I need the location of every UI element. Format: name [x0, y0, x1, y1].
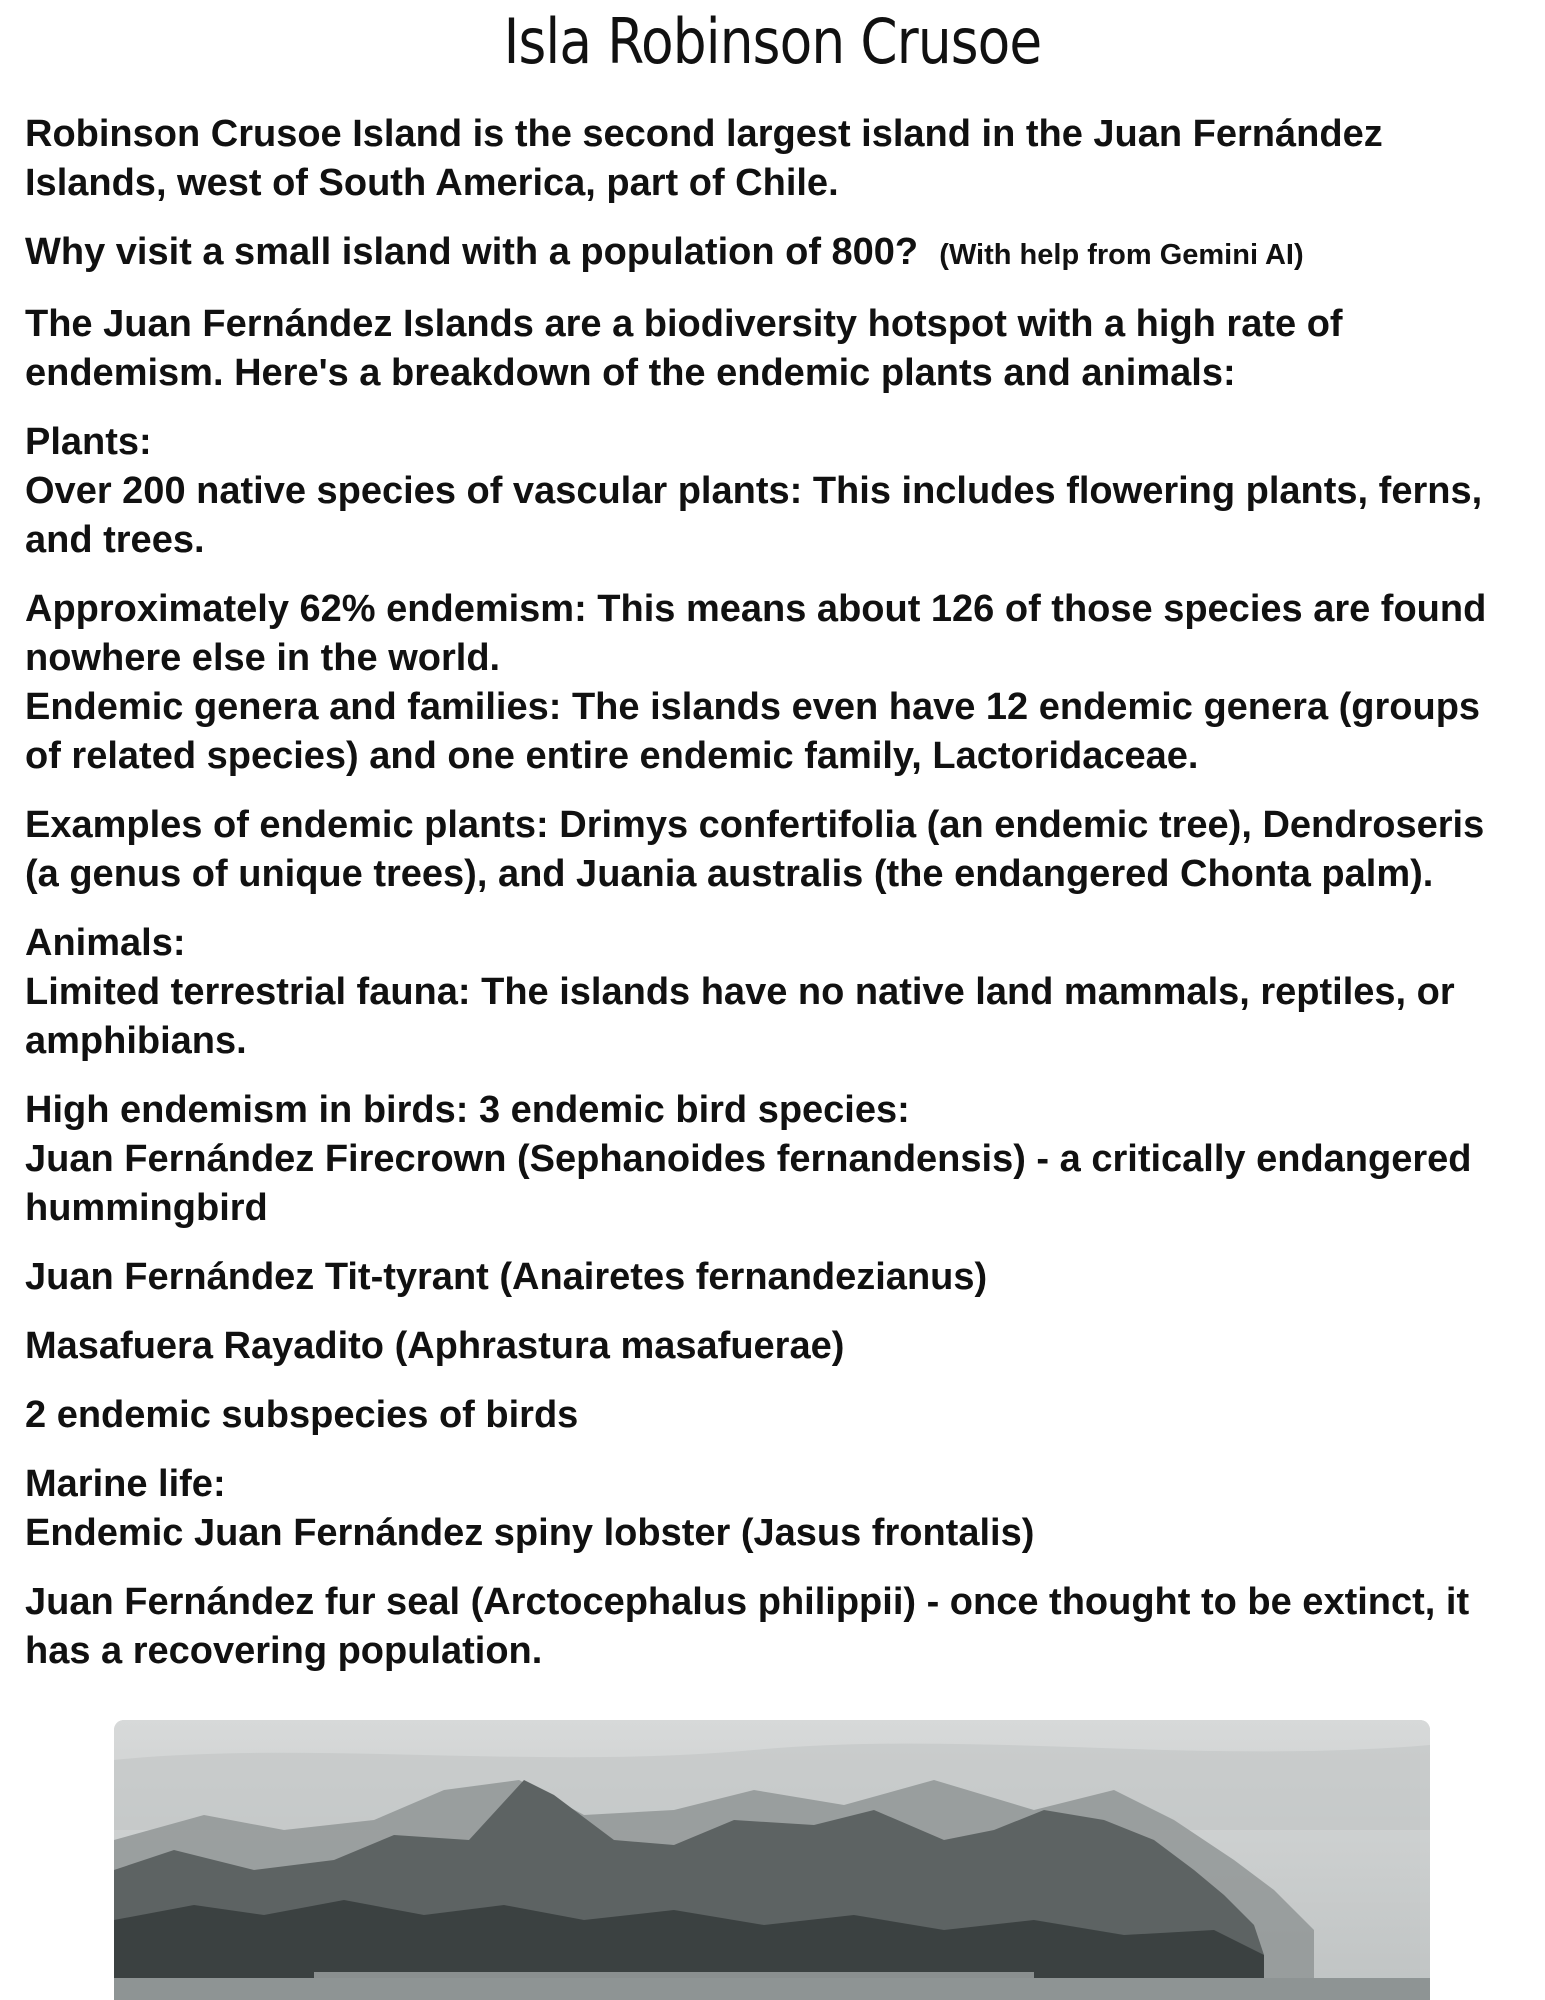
credit-note: (With help from Gemini AI) [939, 239, 1304, 271]
marine-section [25, 1460, 1525, 1558]
birds-section [25, 1086, 1525, 1233]
plants-native-text: Over 200 native species of vascular plants: This includes flowering plants, ferns, and trees. [25, 470, 1483, 561]
plants-heading: Plants: [25, 421, 152, 463]
island-landscape-image [114, 1720, 1430, 2000]
question-text: Why visit a small island with a population of 800? [25, 231, 919, 273]
bird-tit-tyrant: Juan Fernández Tit-tyrant (Anairetes fernandezianus) [25, 1256, 988, 1298]
shoreline [314, 1972, 1034, 1978]
plants-genera-text: Endemic genera and families: The islands even have 12 endemic genera (groups of related species) and one entire endemic family, Lactoridaceae. [25, 686, 1481, 777]
plants-endemism-text: Approximately 62% endemism: This means about 126 of those species are found nowhere else in the world. [25, 588, 1487, 679]
question-paragraph [25, 228, 1525, 280]
bird-subspecies: 2 endemic subspecies of birds [25, 1394, 579, 1436]
plants-endemism-section [25, 585, 1525, 781]
biodiversity-paragraph: The Juan Fernández Islands are a biodiversity hotspot with a high rate of endemism. Here's a breakdown of the endemic plants and animals: [25, 303, 1343, 394]
article-body [25, 110, 1525, 1696]
bay-water [114, 1978, 1430, 2000]
page-title: Isla Robinson Crusoe [503, 5, 1042, 78]
bird-firecrown: Juan Fernández Firecrown (Sephanoides fernandensis) - a critically endangered hummingbird [25, 1138, 1472, 1229]
plants-section [25, 418, 1525, 565]
birds-heading: High endemism in birds: 3 endemic bird species: [25, 1089, 910, 1131]
intro-paragraph: Robinson Crusoe Island is the second largest island in the Juan Fernández Islands, west of South America, part of Chile. [25, 113, 1383, 204]
animals-fauna-text: Limited terrestrial fauna: The islands have no native land mammals, reptiles, or amphibians. [25, 971, 1455, 1062]
island-photo [114, 1720, 1430, 2000]
marine-seal-paragraph: Juan Fernández fur seal (Arctocephalus philippii) - once thought to be extinct, it has a recovering population. [25, 1581, 1470, 1672]
marine-heading: Marine life: [25, 1463, 226, 1505]
marine-lobster-text: Endemic Juan Fernández spiny lobster (Jasus frontalis) [25, 1512, 1035, 1554]
animals-section [25, 919, 1525, 1066]
plants-examples-paragraph: Examples of endemic plants: Drimys confertifolia (an endemic tree), Dendroseris (a genus of unique trees), and Juania australis (the endangered Chonta palm). [25, 804, 1485, 895]
bird-rayadito: Masafuera Rayadito (Aphrastura masafuerae) [25, 1325, 845, 1367]
animals-heading: Animals: [25, 922, 186, 964]
